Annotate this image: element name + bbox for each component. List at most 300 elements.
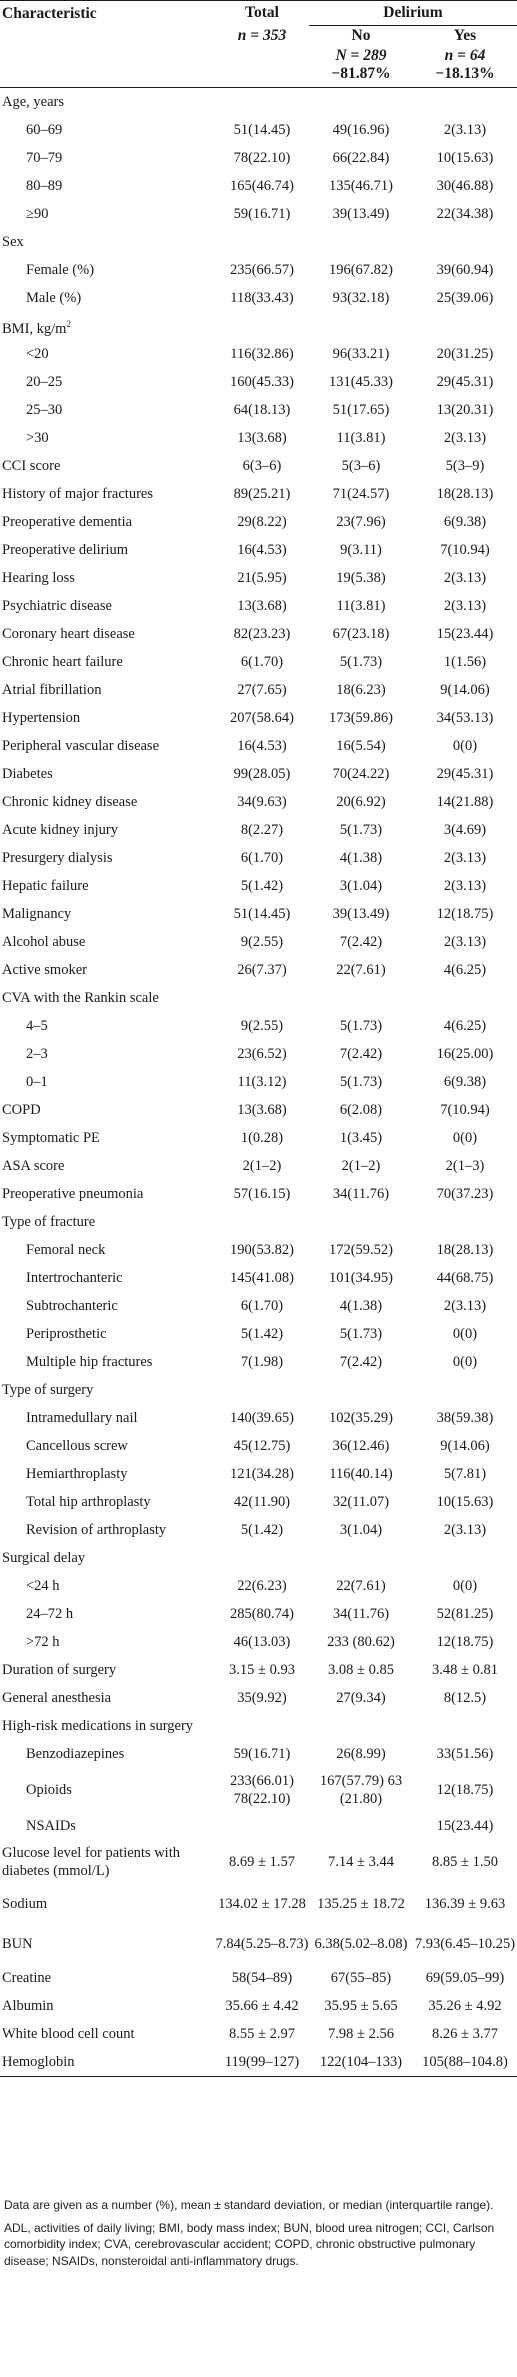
cell-total: 9(2.55) (240, 1018, 284, 1034)
cell-total: 8(2.27) (240, 822, 284, 838)
cell-total: 119(99–127) (215, 2048, 309, 2077)
table-row (0, 956, 517, 984)
cell-no: 32(11.07) (332, 1494, 390, 1510)
row-label: Peripheral vascular disease (2, 738, 160, 754)
row-label: COPD (2, 1102, 41, 1118)
cell-total: 121(34.28) (229, 1466, 295, 1482)
cell-no: 131(45.33) (328, 374, 394, 390)
table-row (0, 228, 517, 256)
no-pct-text: −81.87% (331, 65, 391, 82)
table-row (0, 424, 517, 452)
cell-yes: 0(0) (452, 1326, 478, 1342)
table-row (0, 1320, 517, 1348)
cell-yes: 4(6.25) (443, 1018, 487, 1034)
row-label: 25–30 (26, 402, 63, 418)
cell-yes: 20(31.25) (436, 346, 494, 362)
cell-yes: 12(18.75) (436, 1782, 494, 1798)
cell-yes: 35.26 ± 4.92 (428, 1998, 502, 2014)
empty-cell (215, 312, 309, 340)
header-yes: Yes (453, 27, 477, 45)
table-row (0, 1840, 517, 1884)
empty-cell (413, 312, 517, 340)
cell-total: 46(13.03) (233, 1634, 291, 1650)
cell-no: 35.95 ± 5.65 (324, 1998, 398, 2014)
row-label: Hemoglobin (0, 2048, 215, 2077)
cell-total: 2(1–2) (242, 1158, 282, 1174)
cell-yes: 18(28.13) (436, 1242, 494, 1258)
cell-total: 35.66 ± 4.42 (225, 1998, 299, 2014)
row-label: Male (%) (26, 290, 82, 306)
table-row (0, 1152, 517, 1180)
cell-total: 58(54–89) (231, 1970, 293, 1986)
table-row (0, 844, 517, 872)
row-label: Preoperative pneumonia (2, 1186, 144, 1202)
cell-yes: 2(3.13) (443, 878, 487, 894)
row-label: Hepatic failure (2, 878, 89, 894)
cell-yes: 2(3.13) (443, 598, 487, 614)
table-row (0, 928, 517, 956)
cell-no: 34(11.76) (332, 1186, 390, 1202)
table-row (0, 1572, 517, 1600)
row-label: Acute kidney injury (2, 822, 118, 838)
row-label: Chronic heart failure (2, 654, 123, 670)
row-label: 0–1 (26, 1074, 48, 1090)
cell-no: 9(3.11) (340, 542, 382, 558)
cell-yes: 10(15.63) (436, 1494, 494, 1510)
cell-no: 7.98 ± 2.56 (328, 2026, 394, 2042)
cell-no: 96(33.21) (332, 346, 390, 362)
cell-yes: 70(37.23) (436, 1186, 494, 1202)
row-label: Revision of arthroplasty (26, 1522, 167, 1538)
row-label: Preoperative dementia (2, 514, 133, 530)
empty-cell (309, 88, 413, 117)
cell-yes: 10(15.63) (436, 150, 494, 166)
row-label: Psychiatric disease (2, 598, 112, 614)
cell-total: 1(0.28) (240, 1130, 284, 1146)
cell-total: 99(28.05) (233, 766, 291, 782)
cell-no: 3.08 ± 0.85 (328, 1662, 394, 1678)
cell-total: 160(45.33) (229, 374, 295, 390)
cell-total: 45(12.75) (233, 1438, 291, 1454)
cell-total: 134.02 ± 17.28 (218, 1896, 306, 1912)
row-label: Preoperative delirium (2, 542, 129, 558)
row-label: 24–72 h (26, 1606, 74, 1622)
table-row (0, 256, 517, 284)
row-label: NSAIDs (26, 1818, 76, 1834)
row-label: 80–89 (26, 178, 63, 194)
cell-no: 18(6.23) (336, 682, 386, 698)
cell-total: 21(5.95) (237, 570, 287, 586)
cell-no: 23(7.96) (336, 514, 386, 530)
table-row (0, 676, 517, 704)
cell-no: 5(1.73) (339, 1326, 383, 1342)
table-row (0, 1740, 517, 1768)
cell-total: 140(39.65) (229, 1410, 295, 1426)
cell-yes: 2(3.13) (443, 570, 487, 586)
cell-no: 7(2.42) (339, 934, 383, 950)
row-label: Sodium (2, 1896, 48, 1912)
cell-total: 59(16.71) (233, 1746, 291, 1762)
table-row (0, 1096, 517, 1124)
table-row (0, 760, 517, 788)
cell-yes: 2(3.13) (443, 122, 487, 138)
table-row (0, 1884, 517, 1924)
empty-cell (413, 1208, 517, 1236)
cell-no: 6(2.08) (339, 1102, 383, 1118)
cell-no: 135.25 ± 18.72 (317, 1896, 405, 1912)
table-row (0, 536, 517, 564)
cell-total: 118(33.43) (230, 290, 294, 306)
cell-total: 7(1.98) (240, 1354, 284, 1370)
cell-total: 64(18.13) (233, 402, 291, 418)
cell-yes: 2(1–3) (445, 1158, 485, 1174)
empty-cell (309, 1712, 413, 1740)
row-label: BUN (2, 1936, 33, 1952)
cell-total: 6(1.70) (240, 654, 284, 670)
table-row (0, 1068, 517, 1096)
cell-yes: 16(25.00) (436, 1046, 494, 1062)
table-row (0, 88, 517, 117)
cell-yes: 29(45.31) (436, 374, 494, 390)
yes-n-text: n = 64 (444, 47, 486, 64)
table-row (0, 788, 517, 816)
empty-cell (215, 1712, 309, 1740)
empty-cell (309, 1376, 413, 1404)
cell-no: 167(57.79) 63 (21.80) (319, 1773, 403, 1807)
row-label: High-risk medications in surgery (2, 1718, 194, 1734)
table-row (0, 872, 517, 900)
table-row (0, 732, 517, 760)
table-row (0, 1348, 517, 1376)
cell-yes: 12(18.75) (436, 1634, 494, 1650)
header-no-counts (309, 47, 413, 88)
table-row (0, 1488, 517, 1516)
empty-cell (413, 1712, 517, 1740)
cell-yes: 25(39.06) (436, 290, 494, 306)
cell-total: 3.15 ± 0.93 (229, 1662, 295, 1678)
cell-total: 5(1.42) (240, 1522, 284, 1538)
table-row (0, 1292, 517, 1320)
cell-yes: 5(3–9) (445, 458, 485, 474)
cell-yes: 2(3.13) (443, 1298, 487, 1314)
row-label: Age, years (2, 94, 65, 110)
table-row (0, 1264, 517, 1292)
cell-yes: 9(14.06) (440, 1438, 490, 1454)
cell-total: 5(1.42) (240, 1326, 284, 1342)
cell-yes: 8.26 ± 3.77 (432, 2026, 498, 2042)
header-characteristic: Characteristic (0, 1, 215, 88)
no-n-text: N = 289 (335, 47, 387, 64)
cell-total: 27(7.65) (237, 682, 287, 698)
cell-yes: 4(6.25) (443, 962, 487, 978)
cell-yes: 1(1.56) (443, 654, 487, 670)
cell-no: 101(34.95) (328, 1270, 394, 1286)
cell-yes: 0(0) (452, 738, 478, 754)
cell-total: 13(3.68) (237, 598, 287, 614)
table-row (0, 1460, 517, 1488)
table-row (0, 1768, 517, 1812)
cell-total: 116(32.86) (230, 346, 294, 362)
table-row (0, 508, 517, 536)
table-row (0, 144, 517, 172)
cell-no: 1(3.45) (339, 1130, 383, 1146)
cell-total: 22(6.23) (237, 1578, 287, 1594)
cell-yes: 18(28.13) (436, 486, 494, 502)
cell-no: 51(17.65) (332, 402, 390, 418)
table-row (0, 452, 517, 480)
cell-total: 59(16.71) (233, 206, 291, 222)
cell-total: 165(46.74) (229, 178, 295, 194)
row-label: Malignancy (2, 906, 72, 922)
header-yes-counts (413, 47, 517, 88)
cell-no: 39(13.49) (332, 206, 390, 222)
empty-cell (215, 1376, 309, 1404)
row-label: Chronic kidney disease (2, 794, 138, 810)
cell-no: 16(5.54) (336, 738, 386, 754)
header-no: No (351, 27, 371, 45)
row-label: >30 (26, 430, 49, 446)
cell-yes: 105(88–104.8) (413, 2048, 517, 2077)
cell-no: 7(2.42) (339, 1354, 383, 1370)
cell-no: 22(7.61) (336, 1578, 386, 1594)
row-label: White blood cell count (2, 2026, 135, 2042)
table-row (0, 984, 517, 1012)
cell-no: 4(1.38) (339, 1298, 383, 1314)
row-label: Hemiarthroplasty (26, 1466, 128, 1482)
cell-no: 6.38(5.02–8.08) (314, 1936, 408, 1952)
row-label: Hearing loss (2, 570, 75, 586)
cell-no: 3(1.04) (339, 878, 383, 894)
table-row (0, 704, 517, 732)
table-row (0, 2020, 517, 2048)
cell-total: 207(58.64) (229, 710, 295, 726)
cell-total: 8.69 ± 1.57 (229, 1854, 295, 1870)
row-label: Intramedullary nail (26, 1410, 138, 1426)
row-label: <20 (26, 346, 49, 362)
cell-total: 35(9.92) (237, 1690, 287, 1706)
row-label: CVA with the Rankin scale (2, 990, 159, 1006)
table-row (0, 312, 517, 340)
table-row (0, 592, 517, 620)
table-row (0, 816, 517, 844)
table-row (0, 564, 517, 592)
cell-yes: 8.85 ± 1.50 (432, 1854, 498, 1870)
row-label: Alcohol abuse (2, 934, 86, 950)
cell-yes: 22(34.38) (436, 206, 494, 222)
cell-total: 82(23.23) (233, 626, 291, 642)
table-row (0, 1516, 517, 1544)
cell-yes: 15(23.44) (436, 626, 494, 642)
cell-total: 190(53.82) (229, 1242, 295, 1258)
row-label: Atrial fibrillation (2, 682, 102, 698)
cell-yes: 3.48 ± 0.81 (432, 1662, 498, 1678)
table-row (0, 1712, 517, 1740)
cell-yes: 9(14.06) (440, 682, 490, 698)
cell-total: 9(2.55) (240, 934, 284, 950)
cell-yes: 29(45.31) (436, 766, 494, 782)
empty-cell (413, 1544, 517, 1572)
cell-total: 34(9.63) (237, 794, 287, 810)
cell-yes: 0(0) (452, 1130, 478, 1146)
empty-cell (309, 984, 413, 1012)
total-n-text: n = 353 (237, 27, 287, 44)
cell-yes: 33(51.56) (436, 1746, 494, 1762)
table-row (0, 172, 517, 200)
cell-no: 4(1.38) (339, 850, 383, 866)
table-row (0, 620, 517, 648)
cell-no: 122(104–133) (309, 2048, 413, 2077)
cell-no: 11(3.81) (336, 598, 386, 614)
cell-yes: 13(20.31) (436, 402, 494, 418)
table-row (0, 1656, 517, 1684)
table-body (0, 88, 517, 2077)
cell-total: 285(80.74) (229, 1606, 295, 1622)
cell-no: 67(55–85) (330, 1970, 392, 1986)
cell-no: 233 (80.62) (327, 1634, 395, 1650)
cell-no: 7(2.42) (339, 1046, 383, 1062)
cell-no: 3(1.04) (339, 1522, 383, 1538)
cell-yes: 12(18.75) (436, 906, 494, 922)
cell-total: 233(66.01) 78(22.10) (229, 1773, 295, 1807)
table-row (0, 284, 517, 312)
cell-yes: 30(46.88) (436, 178, 494, 194)
cell-total: 89(25.21) (233, 486, 291, 502)
table-row (0, 1964, 517, 1992)
cell-yes: 34(53.13) (436, 710, 494, 726)
row-label: 4–5 (26, 1018, 48, 1034)
cell-total: 13(3.68) (237, 1102, 287, 1118)
cell-total: 16(4.53) (237, 542, 287, 558)
cell-yes: 38(59.38) (436, 1410, 494, 1426)
cell-total: 51(14.45) (233, 906, 291, 922)
footnote-abbreviations: ADL, activities of daily living; BMI, body mass index; BUN, blood urea nitrogen; CCI, Carlson comorbidity index; CVA, cerebrovascular accident; COPD, chronic obstructive pulmonary disease; NSAIDs, nonsteroidal anti-inflammatory drugs. (4, 2220, 495, 2268)
row-label: Diabetes (2, 766, 53, 782)
cell-no: 70(24.22) (332, 766, 390, 782)
row-label: Femoral neck (26, 1242, 106, 1258)
row-label: ASA score (2, 1158, 65, 1174)
cell-no: 5(1.73) (339, 1074, 383, 1090)
row-label: Sex (2, 234, 24, 250)
cell-no: 5(1.73) (339, 822, 383, 838)
table-row (0, 1040, 517, 1068)
row-label: Presurgery dialysis (2, 850, 113, 866)
table-row (0, 1404, 517, 1432)
row-label: 60–69 (26, 122, 63, 138)
header-delirium: Delirium (309, 1, 517, 26)
empty-cell (215, 984, 309, 1012)
table-row (0, 1180, 517, 1208)
cell-total: 57(16.15) (233, 1186, 291, 1202)
cell-yes: 136.39 ± 9.63 (424, 1896, 506, 1912)
cell-yes: 2(3.13) (443, 430, 487, 446)
row-label: Surgical delay (2, 1550, 86, 1566)
cell-no: 5(1.73) (339, 1018, 383, 1034)
header-total-n (215, 25, 309, 47)
table-row (0, 1600, 517, 1628)
header-total-spacer (215, 47, 309, 88)
row-label: Coronary heart disease (2, 626, 135, 642)
table-row (0, 116, 517, 144)
footnote-data-format: Data are given as a number (%), mean ± standard deviation, or median (interquartile range). (4, 2198, 494, 2212)
table-row (0, 1684, 517, 1712)
cell-no: 172(59.52) (328, 1242, 394, 1258)
row-label: Subtrochanteric (26, 1298, 118, 1314)
cell-total: 23(6.52) (237, 1046, 287, 1062)
cell-no: 173(59.86) (328, 710, 394, 726)
row-label: <24 h (26, 1578, 60, 1594)
table-row (0, 1924, 517, 1964)
row-label: Opioids (26, 1782, 72, 1798)
table-row (0, 480, 517, 508)
row-label: Total hip arthroplasty (26, 1494, 151, 1510)
cell-no: 196(67.82) (328, 262, 394, 278)
cell-total: 16(4.53) (237, 738, 287, 754)
row-label: BMI, $kg/m^2$ (2, 318, 71, 337)
cell-total: 145(41.08) (229, 1270, 295, 1286)
table-row (0, 1432, 517, 1460)
cell-no: 27(9.34) (336, 1690, 386, 1706)
cell-yes: 8(12.5) (443, 1690, 487, 1706)
row-label: ≥90 (26, 206, 49, 222)
cell-no: 5(3–6) (341, 458, 381, 474)
cell-no: 5(1.73) (339, 654, 383, 670)
row-label: >72 h (26, 1634, 60, 1650)
row-label: Female (%) (26, 262, 95, 278)
table-row (0, 368, 517, 396)
cell-yes: 6(9.38) (443, 1074, 487, 1090)
empty-cell (309, 312, 413, 340)
row-label: Type of fracture (2, 1214, 96, 1230)
table-row (0, 1376, 517, 1404)
cell-yes: 7.93(6.45–10.25) (414, 1936, 516, 1952)
cell-no: 135(46.71) (328, 178, 394, 194)
row-label: Benzodiazepines (26, 1746, 125, 1762)
cell-total: 7.84(5.25–8.73) (215, 1936, 309, 1952)
cell-no: 49(16.96) (332, 122, 390, 138)
empty-cell (309, 228, 413, 256)
cell-no (309, 1812, 413, 1840)
empty-cell (215, 1208, 309, 1236)
cell-yes: 2(3.13) (443, 850, 487, 866)
table-row (0, 1992, 517, 2020)
row-label: 2–3 (26, 1046, 48, 1062)
table-row (0, 900, 517, 928)
row-label: Periprosthetic (26, 1326, 107, 1342)
row-label: Type of surgery (2, 1382, 94, 1398)
cell-yes: 0(0) (452, 1578, 478, 1594)
table-row (0, 1544, 517, 1572)
cell-total: 13(3.68) (237, 430, 287, 446)
cell-no: 93(32.18) (332, 290, 390, 306)
table-row (0, 396, 517, 424)
empty-cell (215, 228, 309, 256)
cell-no: 2(1–2) (341, 1158, 381, 1174)
cell-total: 6(1.70) (240, 850, 284, 866)
row-label: Active smoker (2, 962, 87, 978)
cell-no: 36(12.46) (332, 1438, 390, 1454)
cell-no: 67(23.18) (332, 626, 390, 642)
cell-yes: 7(10.94) (440, 1102, 490, 1118)
cell-no: 34(11.76) (332, 1606, 390, 1622)
cell-total: 6(1.70) (240, 1298, 284, 1314)
cell-total: 51(14.45) (233, 122, 291, 138)
cell-yes: 0(0) (452, 1354, 478, 1370)
row-label: History of major fractures (2, 486, 153, 502)
cell-total: 78(22.10) (233, 150, 291, 166)
cell-total: 6(3–6) (242, 458, 282, 474)
cell-yes: 44(68.75) (436, 1270, 494, 1286)
cell-yes: 2(3.13) (443, 1522, 487, 1538)
